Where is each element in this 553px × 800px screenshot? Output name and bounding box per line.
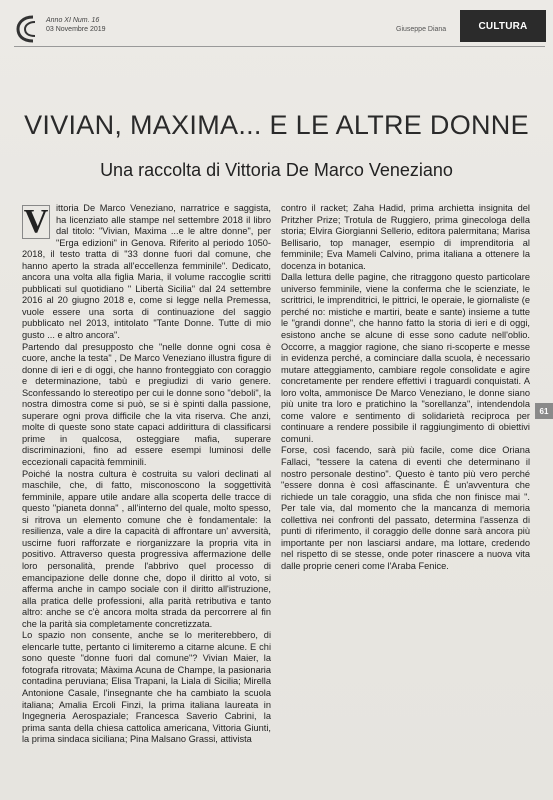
article-title: VIVIAN, MAXIMA... E LE ALTRE DONNE — [24, 110, 529, 140]
paragraph: Partendo dal presupposto che "nelle donne ogni cosa è cuore, anche la testa" , De Marco Veneziano illustra figure di donne di ieri e di oggi, che hanno fronteggiato con coraggio e determinazione, tabù e pregiudizi di vario genere. Sconfessando lo stereotipo per cui le donne sono "deboli", la nostra dimostra come si può, se si è spinti dalla passione, superare ogni prova difficile che la vita riserva. Che anzi, molte di queste sono state capaci addirittura di classificarsi prime in qualcosa, osteggiare mafia, superare discriminazioni, fino ad essere esempi luminosi delle eccezionali capacità femminili. — [22, 341, 271, 468]
article-column-2 — [281, 203, 530, 573]
paragraph — [22, 203, 271, 342]
section-label: CULTURA — [460, 10, 546, 42]
paragraph: Forse, così facendo, sarà più facile, come dice Oriana Fallaci, "tessere la catena di eventi che determinano il nostro personale destino". Questo è tanto più vero perché "essere donna è così affascinante. È un'avventura che richiede un tale coraggio, una sfida che non finisce mai ". Per tale via, dal momento che la mancanza di memoria collettiva nei confronti del passato, determina l'assenza di punti di riferimento, il coraggio delle donne sarà ancora più importante per non lasciarsi andare, ma lottare, credendo nel rispetto di se stesse, onde poter rinascere a nuova vita dalle proprie ceneri come l'Araba Fenice. — [281, 445, 530, 571]
paragraph: Dalla lettura delle pagine, che ritraggono questo particolare universo femminile, viene la conferma che le scienziate, le scrittrici, le imprenditrici, le pittrici, le operaie, le giornaliste (e perché no: mistiche e martiri, beate e sante) insieme a tutte le "grandi donne", che hanno fatto la storia di ieri e di oggi, esistono anche se alcune di esse sono cadute nell'oblio. Occorre, a maggior ragione, che siano ri-scoperte e messe in evidenza perché, a cominciare dalla scuola, è necessario mutare atteggiamento, cambiare regole consolidate e agire concretamente per rendere effettivi i traguardi conquistati. A loro volta, ammonisce De Marco Veneziano, le donne siano più unite tra loro e pratichino la "sorellanza", intendendola come valore e sentimento di solidarietà reciproca per continuare a rendere possibile il raggiungimento di obiettivi comuni. — [281, 272, 530, 444]
header-divider — [14, 46, 545, 47]
paragraph: Lo spazio non consente, anche se lo meriterebbero, di elencarle tutte, pertanto ci limiteremo a citarne alcune. E chi sono queste "donne fuori dal comune"? Vivian Maier, la fotografa ritrovata; Màxima Acuna de Champe, la pasionaria contadina peruviana; Elisa Trapani, la Liala di Sicilia; Mirella Antonione Casale, l'insegnante che ha cambiato la scuola italiana; Amalia Ercoli Finzi, la prima italiana laureata in Ingegneria Aerospaziale; Francesca Saverio Cabrini, la prima santa della chiesa cattolica americana, Vittoria Giunti, la prima sindaca siciliana; Pina Malsano Grassi, attivista — [22, 630, 271, 745]
article-column-1 — [22, 203, 271, 746]
paragraph-continued: contro il racket; Zaha Hadid, prima archietta insignita del Pritzher Prize; Trotula de Ruggiero, prima ginecologa della storia; Elvira Giorgianni Sellerio, editora palermitana; Marisa Bellisario, top manager, esempio di imprenditoria al femminile; Eva Mameli Calvino, prima italiana a ottenere la docenza in botanica. — [281, 203, 530, 271]
page-number: 61 — [535, 403, 553, 419]
issue-number: Anno XI Num. 16 — [46, 17, 100, 24]
issue-date: 03 Novembre 2019 — [46, 26, 106, 33]
author-name: Giuseppe Diana — [396, 26, 447, 33]
drop-cap: V — [23, 203, 49, 240]
issue-info — [46, 16, 106, 34]
article-subtitle: Una raccolta di Vittoria De Marco Veneziano — [100, 160, 453, 180]
paragraph: Poiché la nostra cultura è costruita su valori declinati al maschile, che, di fatto, misconoscono la soggettività femminile, appare utile andare alla scoperta delle tracce di questo "pianeta donna" , all'interno del quale, molto spesso, si ritrova un elemento comune che è fondamentale: la resilienza, vale a dire la capacità di affrontare un' avversità, uscirne fuori rafforzate e riorganizzare la propria vita in positivo. Attraverso questa progressiva affermazione delle loro personalità, prende l'abbrivo quel processo di emancipazione delle donne che, dopo il diritto al voto, si afferma anche in campo sociale con il diritto all'istruzione, alla pratica delle professioni, alla parità retributiva e tanto altro: anche se c'è ancora molta strada da percorrere al fin che la parità sia completamente concretizzata. — [22, 468, 271, 629]
magazine-logo-icon — [16, 14, 38, 44]
paragraph-text: ittoria De Marco Veneziano, narratrice e saggista, ha licenziato alle stampe nel settembre 2018 il libro dal titolo: "Vivian, Maxima ...e le altre donne", per "Erga edizioni" in Genova. Riferito al periodo 1050-2018, il testo tratta di "33 donne fuori dal comune, che hanno aperto la strada all'eccellenza femminile". Dedicato, ancora una volta alla figlia Maria, il volume raccoglie scritti pubblicati sul quotidiano " Libertà Sicilia" dal 24 settembre 2016 al 20 giugno 2018 e, come si legge nella Premessa, vuole essere una sorta di continuazione del saggio pubblicato nel 2013, intitolato "Tante Donne. Tutte di mio gusto ... e altro ancora". — [22, 203, 271, 341]
